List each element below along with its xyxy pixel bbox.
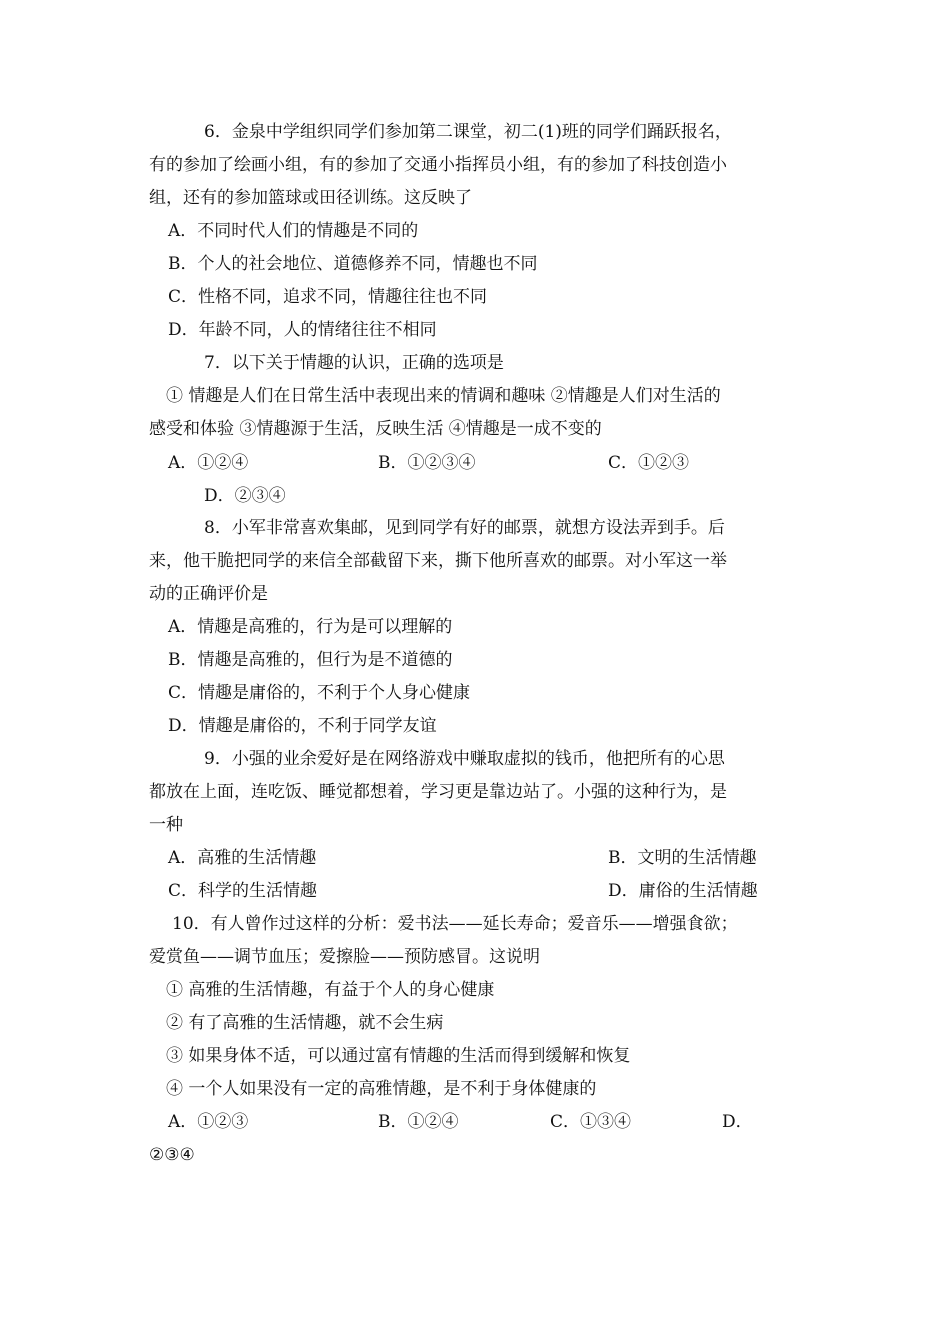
q7-statements-line-1: ① 情趣是人们在日常生活中表现出来的情调和趣味 ②情趣是人们对生活的 (166, 386, 721, 406)
q10-option-d-label: D． (722, 1112, 753, 1132)
q9-option-d: D．庸俗的生活情趣 (608, 881, 758, 901)
q10-option-b: B．①②④ (378, 1112, 459, 1132)
q6-option-a: A．不同时代人们的情趣是不同的 (168, 221, 419, 241)
q7-statements-line-2: 感受和体验 ③情趣源于生活，反映生活 ④情趣是一成不变的 (149, 419, 602, 439)
q10-option-a: A．①②③ (168, 1112, 249, 1132)
q9-stem-line-2: 都放在上面，连吃饭、睡觉都想着，学习更是靠边站了。小强的这种行为，是 (149, 782, 727, 802)
q6-stem-line-1: 6．金泉中学组织同学们参加第二课堂，初二(1)班的同学们踊跃报名， (204, 122, 732, 142)
q8-stem-line-3: 动的正确评价是 (149, 584, 268, 604)
q8-option-a: A．情趣是高雅的，行为是可以理解的 (168, 617, 453, 637)
q8-option-b: B．情趣是高雅的，但行为是不道德的 (168, 650, 453, 670)
q10-stem-line-1: 10．有人曾作过这样的分析：爱书法——延长寿命；爱音乐——增强食欲； (172, 914, 738, 934)
q7-option-c: C．①②③ (608, 453, 690, 473)
q7-option-a: A．①②④ (168, 453, 249, 473)
q7-option-b: B．①②③④ (378, 453, 476, 473)
q6-option-c: C．性格不同，追求不同，情趣往往也不同 (168, 287, 488, 307)
q8-option-d: D．情趣是庸俗的，不利于同学友谊 (168, 716, 437, 736)
q10-statement-4: ④ 一个人如果没有一定的高雅情趣，是不利于身体健康的 (166, 1079, 597, 1099)
q8-option-c: C．情趣是庸俗的，不利于个人身心健康 (168, 683, 471, 703)
q9-stem-line-1: 9．小强的业余爱好是在网络游戏中赚取虚拟的钱币，他把所有的心思 (204, 749, 725, 769)
q10-statement-3: ③ 如果身体不适，可以通过富有情趣的生活而得到缓解和恢复 (166, 1046, 631, 1066)
q9-stem-line-3: 一种 (149, 815, 183, 835)
q6-stem-line-2: 有的参加了绘画小组，有的参加了交通小指挥员小组，有的参加了科技创造小 (149, 155, 727, 175)
q7-stem: 7．以下关于情趣的认识，正确的选项是 (204, 353, 504, 373)
q8-stem-line-1: 8．小军非常喜欢集邮，见到同学有好的邮票，就想方设法弄到手。后 (204, 518, 725, 538)
q7-option-d: D．②③④ (204, 486, 286, 506)
q10-option-d-value: ②③④ (149, 1145, 195, 1165)
q9-option-c: C．科学的生活情趣 (168, 881, 318, 901)
q6-option-b: B．个人的社会地位、道德修养不同，情趣也不同 (168, 254, 538, 274)
q9-option-b: B．文明的生活情趣 (608, 848, 757, 868)
q10-stem-line-2: 爱赏鱼——调节血压；爱擦脸——预防感冒。这说明 (149, 947, 540, 967)
q10-statement-1: ① 高雅的生活情趣，有益于个人的身心健康 (166, 980, 495, 1000)
q6-option-d: D．年龄不同，人的情绪往往不相同 (168, 320, 437, 340)
q10-option-c: C．①③④ (550, 1112, 632, 1132)
q9-option-a: A．高雅的生活情趣 (168, 848, 317, 868)
q10-statement-2: ② 有了高雅的生活情趣，就不会生病 (166, 1013, 444, 1033)
q8-stem-line-2: 来，他干脆把同学的来信全部截留下来，撕下他所喜欢的邮票。对小军这一举 (149, 551, 727, 571)
q6-stem-line-3: 组，还有的参加篮球或田径训练。这反映了 (149, 188, 472, 208)
